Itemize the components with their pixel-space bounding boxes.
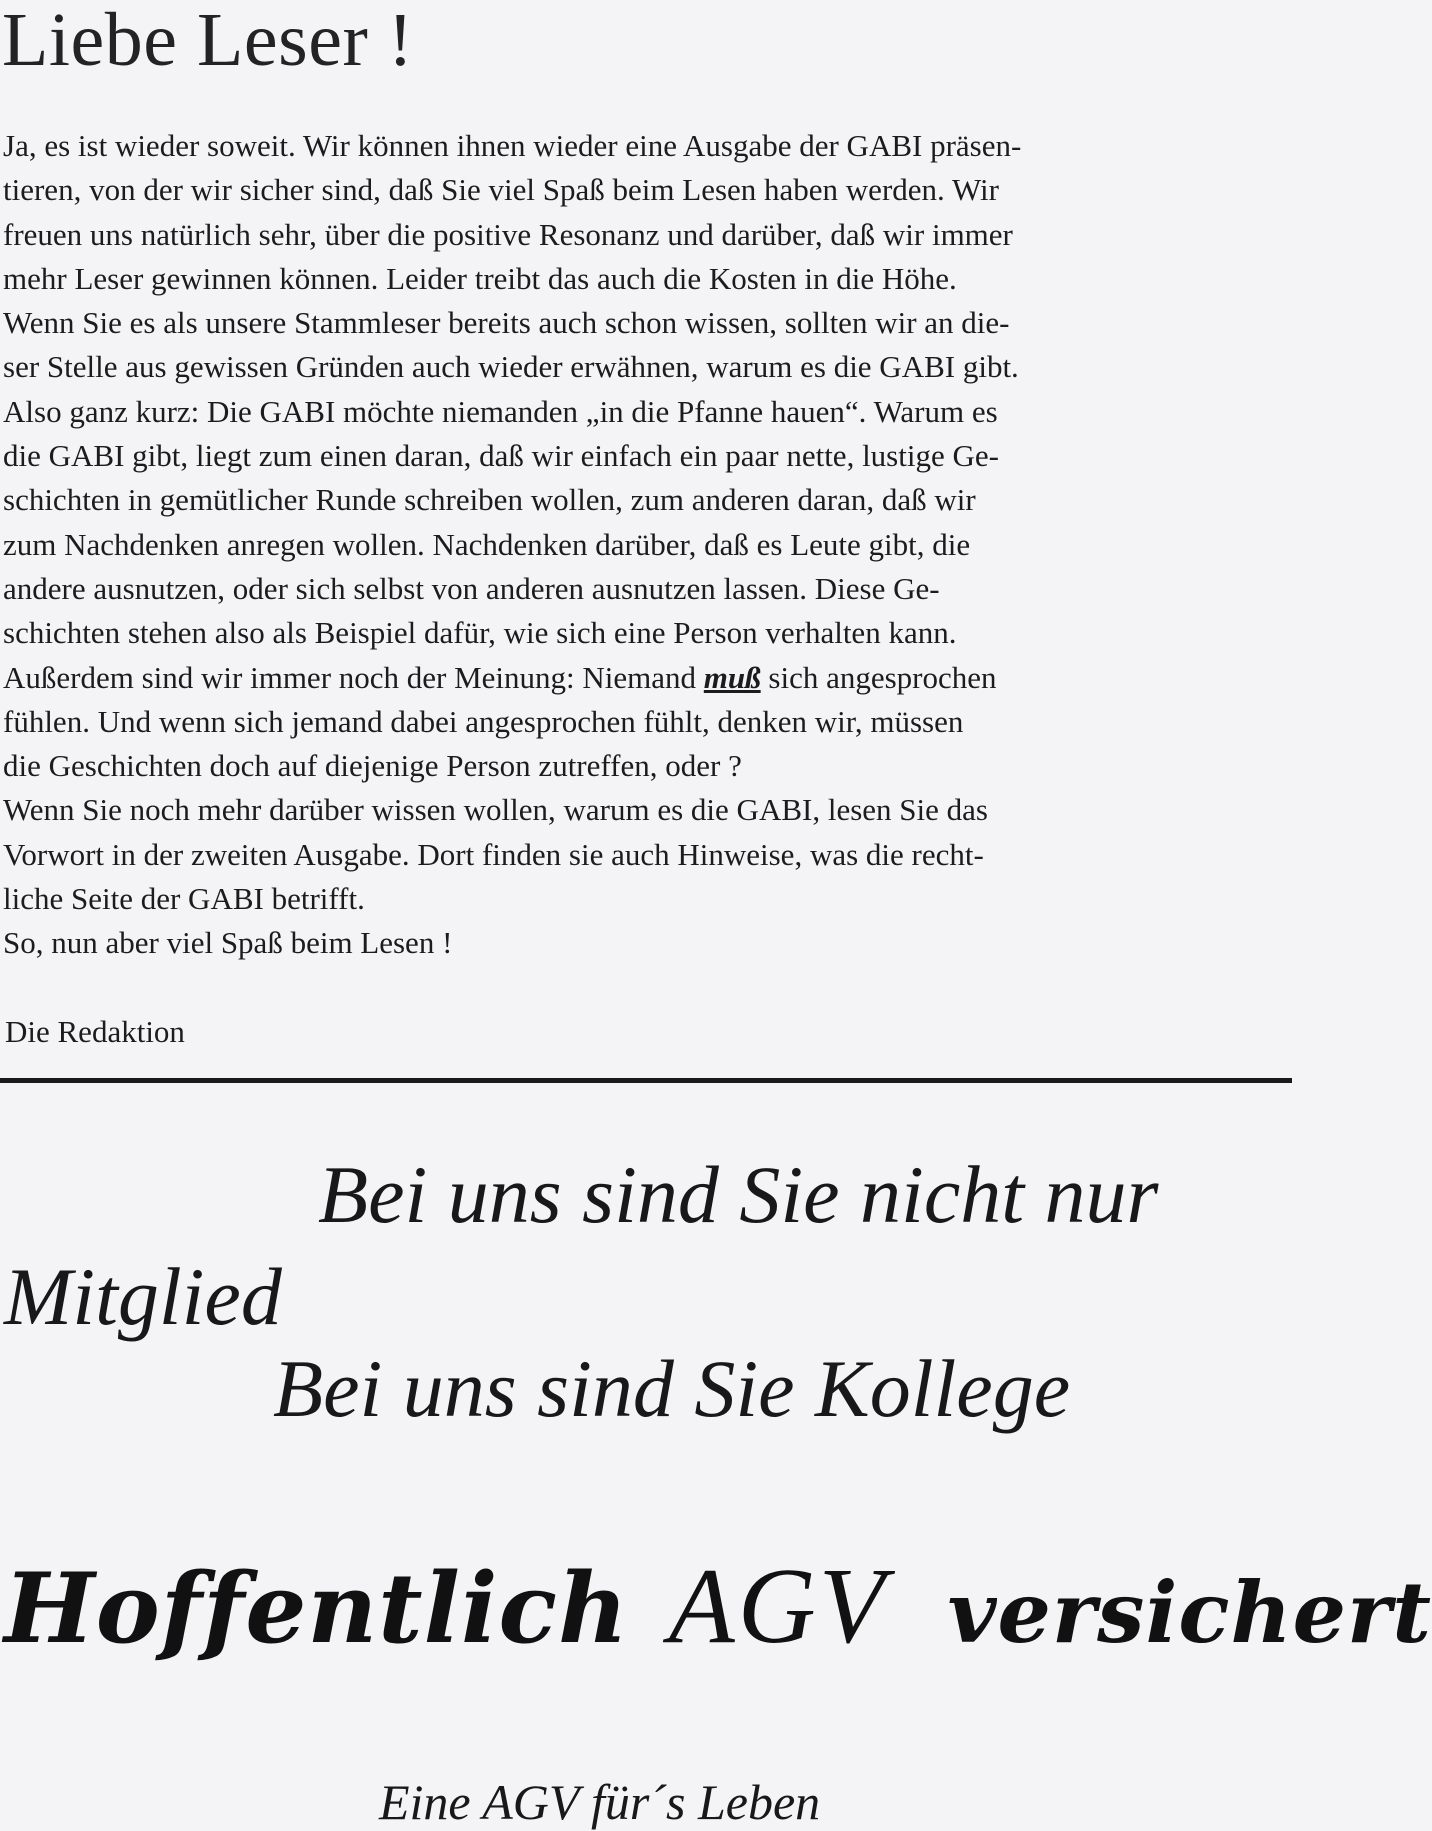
tagline: Eine AGV für´s Leben: [379, 1774, 821, 1830]
text-line: Ja, es ist wieder soweit. Wir können ihnen wieder eine Ausgabe der GABI präsen-: [3, 128, 1022, 163]
text-line-emphasis: [3, 656, 1288, 700]
text-line: die Geschichten doch auf diejenige Person zutreffen, oder ?: [3, 748, 742, 784]
motto-part-2: AGV: [668, 1547, 888, 1666]
text-line: andere ausnutzen, oder sich selbst von anderen ausnutzen lassen. Diese Ge-: [3, 570, 940, 606]
motto: [4, 1547, 1432, 1666]
motto-part-1: Hoffentlich: [4, 1552, 629, 1665]
text-line: zum Nachdenken anregen wollen. Nachdenken darüber, daß es Leute gibt, die: [3, 526, 971, 562]
divider: [0, 1078, 1292, 1083]
motto-part-3: versichert: [947, 1563, 1432, 1662]
text-line: Also ganz kurz: Die GABI möchte niemanden „in die Pfanne hauen“. Warum es: [3, 393, 998, 429]
slogan-line-1: Bei uns sind Sie nicht nur: [318, 1149, 1159, 1240]
text-line: liche Seite der GABI betrifft.: [3, 881, 365, 917]
text-line: fühlen. Und wenn sich jemand dabei angesprochen fühlt, denken wir, müssen: [3, 703, 964, 739]
signature: Die Redaktion: [5, 1014, 185, 1049]
text-line: Vorwort in der zweiten Ausgabe. Dort finden sie auch Hinweise, was die recht-: [3, 836, 984, 872]
slogan-line-3: Bei uns sind Sie Kollege: [273, 1343, 1071, 1434]
text-line: mehr Leser gewinnen können. Leider treibt das auch die Kosten in die Höhe.: [3, 260, 957, 296]
text-line: freuen uns natürlich sehr, über die positive Resonanz und darüber, daß wir immer: [3, 216, 1013, 252]
text-line: So, nun aber viel Spaß beim Lesen !: [3, 925, 453, 961]
text-after-emphasis: sich angesprochen: [760, 659, 997, 695]
text-line: schichten stehen also als Beispiel dafür, wie sich eine Person verhalten kann.: [3, 615, 957, 651]
text-line: Wenn Sie es als unsere Stammleser bereits auch schon wissen, sollten wir an die-: [3, 305, 1010, 341]
text-line: Wenn Sie noch mehr darüber wissen wollen, warum es die GABI, lesen Sie das: [3, 792, 988, 828]
slogan-line-2: Mitglied: [4, 1251, 282, 1342]
page-title: Liebe Leser !: [2, 0, 414, 82]
text-line: schichten in gemütlicher Runde schreiben wollen, zum anderen daran, daß wir: [3, 482, 976, 518]
editorial-text: [3, 124, 1288, 966]
text-before-emphasis: Außerdem sind wir immer noch der Meinung: Niemand: [3, 659, 704, 695]
text-line: ser Stelle aus gewissen Gründen auch wieder erwähnen, warum es die GABI gibt.: [3, 349, 1019, 385]
text-line: tieren, von der wir sicher sind, daß Sie viel Spaß beim Lesen haben werden. Wir: [3, 172, 999, 208]
emphasized-word: muß: [703, 659, 761, 695]
text-line: die GABI gibt, liegt zum einen daran, daß wir einfach ein paar nette, lustige Ge-: [3, 438, 999, 474]
